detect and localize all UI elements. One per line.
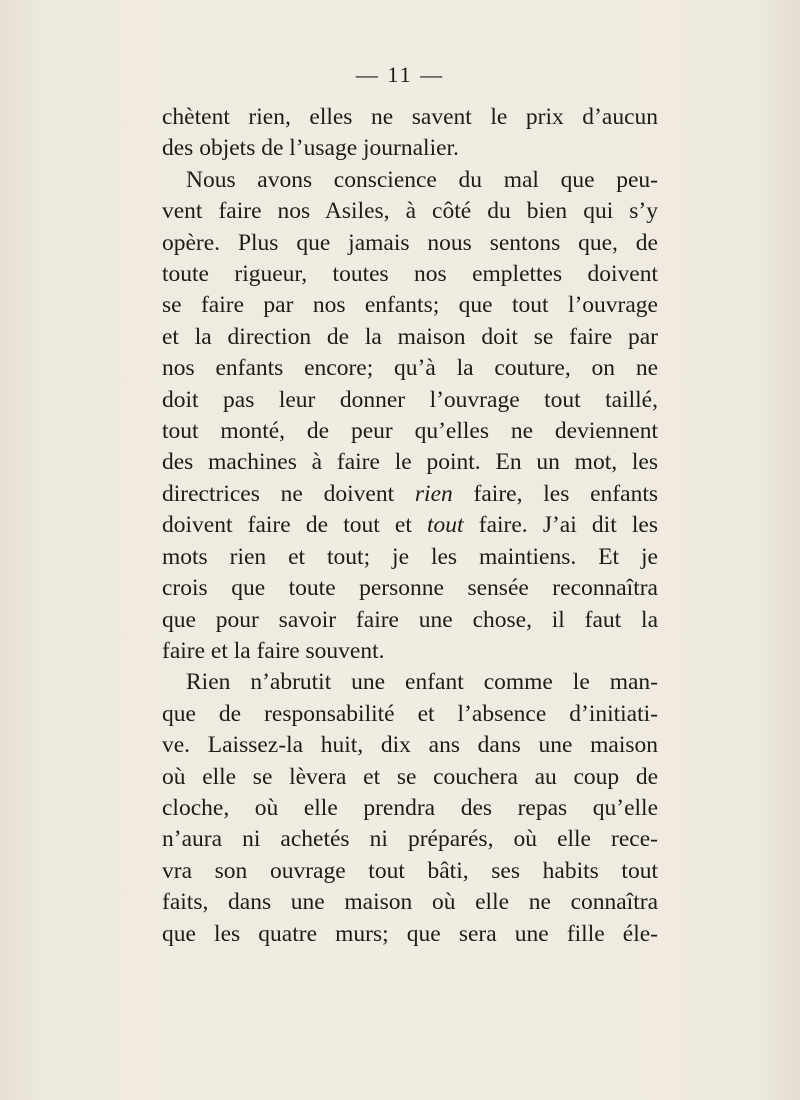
page-number: — 11 — bbox=[355, 62, 445, 87]
text-segment: vra son ouvrage tout bâti, ses habits tout bbox=[162, 857, 658, 884]
text-line bbox=[162, 353, 658, 384]
text-line bbox=[162, 510, 658, 541]
text-segment: faire, les enfants bbox=[452, 480, 658, 507]
text-line bbox=[162, 605, 658, 636]
text-segment: que les quatre murs; que sera une fille éle- bbox=[162, 920, 658, 947]
text-line bbox=[162, 824, 658, 855]
body-text bbox=[162, 102, 658, 950]
text-segment: doivent faire de tout et bbox=[162, 512, 428, 539]
text-segment: faits, dans une maison où elle ne connaîtra bbox=[162, 889, 658, 916]
text-segment: tout monté, de peur qu’elles ne deviennent bbox=[162, 418, 658, 445]
emphasized-word: tout bbox=[427, 512, 464, 539]
text-line bbox=[162, 416, 658, 447]
text-segment: cloche, où elle prendra des repas qu’elle bbox=[162, 794, 658, 821]
text-segment: se faire par nos enfants; que tout l’ouvrage bbox=[162, 292, 658, 319]
text-segment: que pour savoir faire une chose, il faut la bbox=[162, 606, 658, 633]
text-segment: doit pas leur donner l’ouvrage tout taillé, bbox=[162, 386, 658, 413]
text-segment: mots rien et tout; je les maintiens. Et je bbox=[162, 543, 658, 570]
text-line bbox=[162, 887, 658, 918]
text-segment: ve. Laissez-la huit, dix ans dans une maison bbox=[162, 732, 658, 759]
text-segment: Rien n’abrutit une enfant comme le man- bbox=[186, 669, 658, 696]
text-line bbox=[162, 730, 658, 761]
text-line bbox=[162, 133, 658, 164]
text-line bbox=[162, 762, 658, 793]
text-line bbox=[162, 479, 658, 510]
text-segment: opère. Plus que jamais nous sentons que, de bbox=[162, 229, 658, 256]
text-segment: chètent rien, elles ne savent le prix d’aucun bbox=[162, 104, 658, 130]
text-line bbox=[162, 667, 658, 698]
text-segment: où elle se lèvera et se couchera au coup de bbox=[162, 763, 658, 790]
text-segment: nos enfants encore; qu’à la couture, on ne bbox=[162, 355, 658, 382]
text-line bbox=[162, 259, 658, 290]
text-segment: toute rigueur, toutes nos emplettes doivent bbox=[162, 261, 658, 288]
text-line bbox=[162, 919, 658, 950]
text-segment: crois que toute personne sensée reconnaîtra bbox=[162, 575, 658, 602]
text-line bbox=[162, 699, 658, 730]
text-line bbox=[162, 636, 658, 667]
text-segment: directrices ne doivent bbox=[162, 480, 415, 507]
text-line bbox=[162, 793, 658, 824]
text-line bbox=[162, 542, 658, 573]
text-line bbox=[162, 290, 658, 321]
text-line bbox=[162, 165, 658, 196]
text-line bbox=[162, 196, 658, 227]
text-segment: que de responsabilité et l’absence d’initiati- bbox=[162, 700, 658, 727]
text-line bbox=[162, 228, 658, 259]
text-segment: des machines à faire le point. En un mot, les bbox=[162, 449, 658, 476]
text-line bbox=[162, 322, 658, 353]
text-segment: et la direction de la maison doit se faire par bbox=[162, 323, 658, 350]
text-line bbox=[162, 573, 658, 604]
text-segment: Nous avons conscience du mal que peu- bbox=[186, 166, 658, 193]
text-line bbox=[162, 102, 658, 133]
text-line bbox=[162, 856, 658, 887]
text-line bbox=[162, 447, 658, 478]
text-segment: vent faire nos Asiles, à côté du bien qui s’y bbox=[162, 198, 658, 225]
text-segment: n’aura ni achetés ni préparés, où elle rece- bbox=[162, 826, 658, 853]
text-segment: faire. J’ai dit les bbox=[463, 512, 658, 539]
text-segment: des objets de l’usage journalier. bbox=[162, 135, 459, 162]
text-segment: faire et la faire souvent. bbox=[162, 637, 385, 664]
emphasized-word: rien bbox=[414, 480, 453, 507]
text-line bbox=[162, 385, 658, 416]
